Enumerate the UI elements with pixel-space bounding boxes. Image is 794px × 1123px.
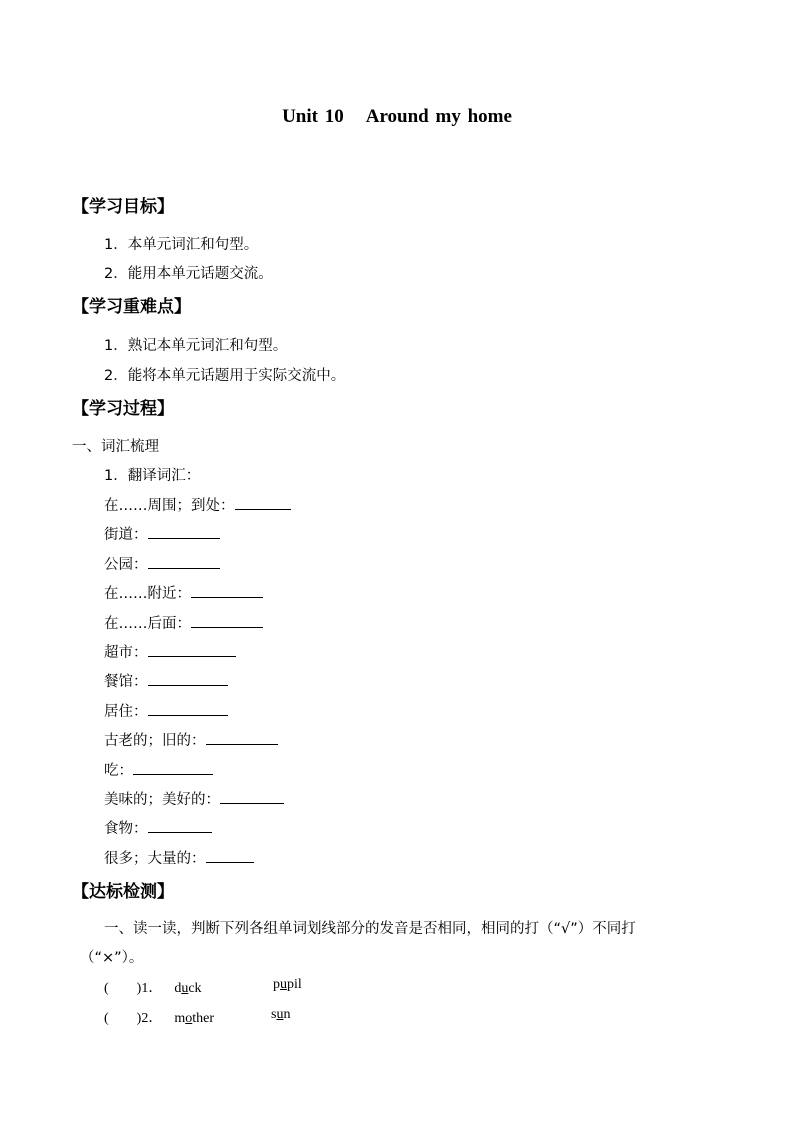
vocab-item: 居住： — [104, 700, 228, 721]
key-point-item-1: 1．熟记本单元词汇和句型。 — [104, 338, 288, 354]
vocab-item: 公园： — [104, 553, 220, 574]
vocab-part-title: 一、词汇梳理 — [72, 439, 159, 455]
question-row: ( )1． duck — [104, 981, 202, 996]
word-1: duck — [174, 981, 202, 996]
answer-blank[interactable] — [133, 760, 213, 775]
answer-blank[interactable] — [148, 671, 228, 686]
answer-blank[interactable] — [148, 818, 212, 833]
vocab-sub-title: 1．翻译词汇： — [104, 468, 201, 484]
answer-blank[interactable] — [191, 583, 263, 598]
key-point-item-2: 2．能将本单元话题用于实际交流中。 — [104, 368, 346, 384]
word-2: sun — [271, 1007, 291, 1022]
check-heading: 【达标检测】 — [72, 882, 174, 902]
answer-blank[interactable] — [148, 701, 228, 716]
process-heading: 【学习过程】 — [72, 399, 174, 419]
vocab-item: 很多；大量的： — [104, 847, 254, 868]
check-instruction-line-2: （“×”）。 — [80, 950, 144, 966]
vocab-item: 超市： — [104, 641, 236, 662]
answer-blank[interactable] — [148, 642, 236, 657]
vocab-item: 餐馆： — [104, 670, 228, 691]
answer-blank[interactable] — [191, 613, 263, 628]
vocab-item: 古老的；旧的： — [104, 729, 278, 750]
vocab-item: 在……后面： — [104, 612, 263, 633]
goals-heading: 【学习目标】 — [72, 197, 174, 217]
vocab-item: 在……附近： — [104, 582, 263, 603]
answer-blank[interactable] — [148, 554, 220, 569]
answer-blank[interactable] — [235, 495, 291, 510]
answer-blank[interactable] — [206, 848, 254, 863]
vocab-item: 在……周围；到处： — [104, 494, 291, 515]
answer-paren[interactable]: ( ) — [104, 1011, 142, 1026]
vocab-item: 街道： — [104, 523, 220, 544]
goal-item-2: 2．能用本单元话题交流。 — [104, 266, 273, 282]
key-points-heading: 【学习重难点】 — [72, 297, 191, 317]
vocab-item: 吃： — [104, 759, 213, 780]
answer-blank[interactable] — [206, 730, 278, 745]
question-row: ( )2． mother — [104, 1011, 214, 1026]
word-1: mother — [174, 1011, 214, 1026]
vocab-item: 美味的；美好的： — [104, 788, 284, 809]
vocab-item: 食物： — [104, 817, 212, 838]
check-instruction-line-1: 一、读一读，判断下列各组单词划线部分的发音是否相同，相同的打（“√”）不同打 — [104, 921, 636, 937]
unit-topic: Around my home — [365, 106, 512, 127]
page-title — [0, 106, 794, 128]
goal-item-1: 1．本单元词汇和句型。 — [104, 237, 259, 253]
unit-label: Unit 10 — [282, 106, 344, 127]
answer-blank[interactable] — [148, 524, 220, 539]
word-2: pupil — [273, 977, 302, 992]
answer-paren[interactable]: ( ) — [104, 981, 142, 996]
answer-blank[interactable] — [220, 789, 284, 804]
